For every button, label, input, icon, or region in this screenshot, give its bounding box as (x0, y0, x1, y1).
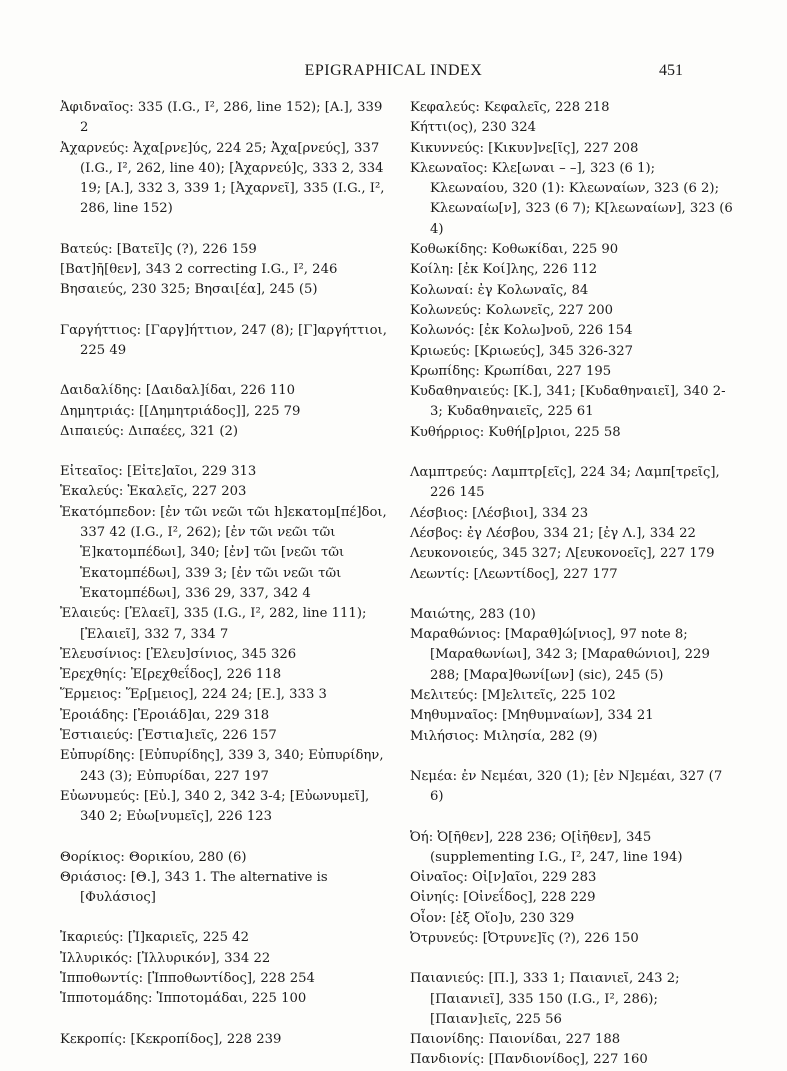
index-entry: Κεφαλεύς: Κεφαλεῖς, 228 218 (410, 100, 610, 115)
index-entry: Κικυννεύς: [Κικυν]νε[ῖς], 227 208 (410, 140, 639, 156)
left-column (60, 98, 390, 1050)
index-entry: Μιλήσιος: Μιλησία, 282 (9) (410, 728, 598, 744)
group-spacer (410, 585, 735, 605)
index-entry: Βησαιεύς, 230 325; Βησαι[έα], 245 (5) (60, 282, 318, 298)
index-entry: Ἰκαριεύς: [Ἰ]καριεῖς, 225 42 (60, 930, 249, 946)
index-entry: Ὀτρυνεύς: [Ὀτρυνε]ῖς (?), 226 150 (410, 930, 639, 946)
index-entry: Ἰλλυρικός: [Ἰλλυρικόν], 334 22 (60, 950, 271, 966)
index-entry: Κριωεύς: [Κριωεύς], 345 326-327 (410, 343, 633, 359)
index-entry: Μηθυμναῖος: [Μηθυμναίων], 334 21 (410, 708, 654, 724)
index-entry: Θριάσιος: [Θ.], 343 1. The alternative is [Φυλάσιος] (60, 869, 328, 906)
index-entry: Λευκονοιεύς, 345 327; Λ[ευκονοεῖς], 227 179 (410, 546, 715, 562)
group-spacer (60, 361, 390, 381)
group-spacer (60, 1010, 390, 1030)
index-entry: Κυθήρριος: Κυθή[ρ]ριοι, 225 58 (410, 424, 621, 440)
index-entry: Εὐπυρίδης: [Εὐπυρίδης], 339 3, 340; Εὐπυρίδην, 243 (3); Εὐπυρίδαι, 227 197 (60, 748, 384, 784)
index-entry: Λέσβος: ἐγ Λέσβου, 334 21; [ἐγ Λ.], 334 22 (410, 525, 696, 541)
index-entry: Ἱπποθωντίς: [Ἱπποθωντίδος], 228 254 (60, 970, 315, 986)
index-entry: Ἐρεχθηίς: Ἐ[ρεχθεΐδος], 226 118 (60, 667, 282, 683)
index-entry: Βατεύς: [Βατεῖ]ς (?), 226 159 (60, 241, 257, 257)
page-header (0, 62, 787, 86)
index-entry: Ἐλαιεύς: [Ἐλαεῖ], 335 (I.G., I², 282, line 111); [Ἐλαιεῖ], 332 7, 334 7 (60, 606, 367, 642)
index-entry: Κήττι(ος), 230 324 (410, 120, 537, 136)
index-entry: Κρωπίδης: Κρωπίδαι, 227 195 (410, 363, 612, 379)
index-entry: Κολωναί: ἐγ Κολωναῖς, 84 (410, 282, 589, 298)
index-entry: Ἕρμειος: Ἕρ[μειος], 224 24; [Ε.], 333 3 (60, 687, 327, 703)
index-entry: Κολωνεύς: Κολωνεῖς, 227 200 (410, 302, 614, 318)
index-entry: Νεμέα: ἐν Νεμέαι, 320 (1); [ἐν Ν]εμέαι, 327 (7 6) (410, 768, 723, 805)
page-number: 451 (659, 62, 683, 79)
index-entry: Μαραθώνιος: [Μαραθ]ώ[νιος], 97 note 8; [Μαραθωνίωι], 342 3; [Μαραθώνιοι], 229 288; [Μαρα]θωνί[ων] (sic), 245 (5) (410, 627, 710, 683)
index-entry: Ὀή: Ὀ[ῆθεν], 228 236; Ο[ἰῆθεν], 345 (supplementing I.G., I², 247, line 194) (410, 829, 683, 865)
group-spacer (60, 301, 390, 321)
index-entry: Παιονίδης: Παιονίδαι, 227 188 (410, 1032, 621, 1048)
index-entry: Κολωνός: [ἐκ Κολω]νοῦ, 226 154 (410, 323, 633, 339)
index-entry: Κλεωναῖος: Κλε[ωναι – –], 323 (6 1); Κλεωναίου, 320 (1): Κλεωναίων, 323 (6 2); Κλεωναίω[ν], 323 (6 7); Κ[λεωναίων], 323 (6 4) (410, 160, 733, 237)
index-entry: Μελιτεύς: [Μ]ελιτεῖς, 225 102 (410, 688, 616, 704)
index-entry: Οἰναῖος: Οἰ[ν]αῖοι, 229 283 (410, 870, 597, 886)
group-spacer (410, 443, 735, 463)
index-entry: Ἀχαρνεύς: Ἀχα[ρνε]ύς, 224 25; Ἀχα[ρνεύς], 337 (I.G., I², 262, line 40); [Ἀχαρνεύ]ς, 333 2, 334 19; [Α.], 332 3, 339 1; [Ἀχαρνεῖ], 335 (I.G., I², 286, line 152) (60, 140, 385, 217)
index-entry: Μαιώτης, 283 (10) (410, 606, 536, 622)
group-spacer (60, 220, 390, 240)
index-entry: Κοθωκίδης: Κοθωκίδαι, 225 90 (410, 242, 619, 258)
index-entry: Λέσβιος: [Λέσβιοι], 334 23 (410, 505, 589, 521)
group-spacer (60, 442, 390, 462)
group-spacer (60, 828, 390, 848)
index-entry: Κεκροπίς: [Κεκροπίδος], 228 239 (60, 1031, 282, 1047)
index-entry: Ἐλευσίνιος: [Ἐλευ]σίνιος, 345 326 (60, 646, 297, 662)
index-entry: Οἶον: [ἐξ Οἴο]υ, 230 329 (410, 910, 575, 926)
index-entry: Ἑκατόμπεδον: [ἐν τῶι νεῶι τῶι h]εκατομ[πέ]δοι, 337 42 (I.G., I², 262); [ἐν τῶι νεῶι τῶι Ἑ]κατομπέδωι], 340; [ἐν] τῶι [νεῶι τῶι Ἑκατομπέδωι], 339 3; [ἐν τῶι νεῶι τῶι Ἑκατομπέδωι], 336 29, 337, 342 4 (60, 504, 387, 601)
index-entry: Πανδιονίς: [Πανδιονίδος], 227 160 (410, 1052, 648, 1068)
index-entry: Δαιδαλίδης: [Δαιδαλ]ίδαι, 226 110 (60, 383, 296, 399)
index-entry: Ἑστιαιεύς: [Ἑστια]ιεῖς, 226 157 (60, 728, 277, 744)
index-entry: Γαργήττιος: [Γαργ]ήττιον, 247 (8); [Γ]αργήττιοι, 225 49 (60, 322, 387, 358)
index-entry: Εὐωνυμεύς: [Εὐ.], 340 2, 342 3-4; [Εὐωνυμεῖ], 340 2; Εὐω[νυμεῖς], 226 123 (60, 788, 370, 825)
index-entry: Κυδαθηναιεύς: [Κ.], 341; [Κυδαθηναιεῖ], 340 2-3; Κυδαθηναιεῖς, 225 61 (410, 384, 726, 420)
group-spacer (60, 908, 390, 928)
index-entry: Λαμπτρεύς: Λαμπτρ[εῖς], 224 34; Λαμπ[τρεῖς], 226 145 (410, 465, 720, 501)
index-entry: Ἱπποτομάδης: Ἱπποτομάδαι, 225 100 (60, 991, 307, 1007)
index-entry: Ἀφιδναῖος: 335 (I.G., I², 286, line 152); [Α.], 339 2 (60, 100, 383, 136)
index-entry: Διπαιεύς: Διπαέες, 321 (2) (60, 423, 239, 439)
index-entry: Εἰτεαῖος: [Εἰτε]αῖοι, 229 313 (60, 464, 257, 480)
index-entry: Ἐροιάδης: [Ἐροιάδ]αι, 229 318 (60, 707, 270, 723)
index-entry: Ἑκαλεύς: Ἑκαλεῖς, 227 203 (60, 484, 247, 500)
index-entry: Οἰνηίς: [Οἰνεΐδος], 228 229 (410, 890, 596, 906)
index-entry: Δημητριάς: [[Δημητριάδος]], 225 79 (60, 403, 301, 419)
group-spacer (410, 949, 735, 969)
group-spacer (410, 808, 735, 828)
right-column (410, 98, 735, 1071)
index-entry: Παιανιεύς: [Π.], 333 1; Παιανιεῖ, 243 2; [Παιανιεῖ], 335 150 (I.G., I², 286); [Παιαν]ιεῖς, 225 56 (410, 971, 680, 1027)
running-title: EPIGRAPHICAL INDEX (304, 62, 483, 79)
index-entry: [Βατ]ῆ[θεν], 343 2 correcting I.G., I², 246 (60, 262, 338, 278)
group-spacer (410, 747, 735, 767)
index-entry: Λεωντίς: [Λεωντίδος], 227 177 (410, 566, 618, 582)
index-entry: Κοίλη: [ἐκ Κοί]λης, 226 112 (410, 262, 598, 278)
index-entry: Θορίκιος: Θορικίου, 280 (6) (60, 849, 247, 865)
